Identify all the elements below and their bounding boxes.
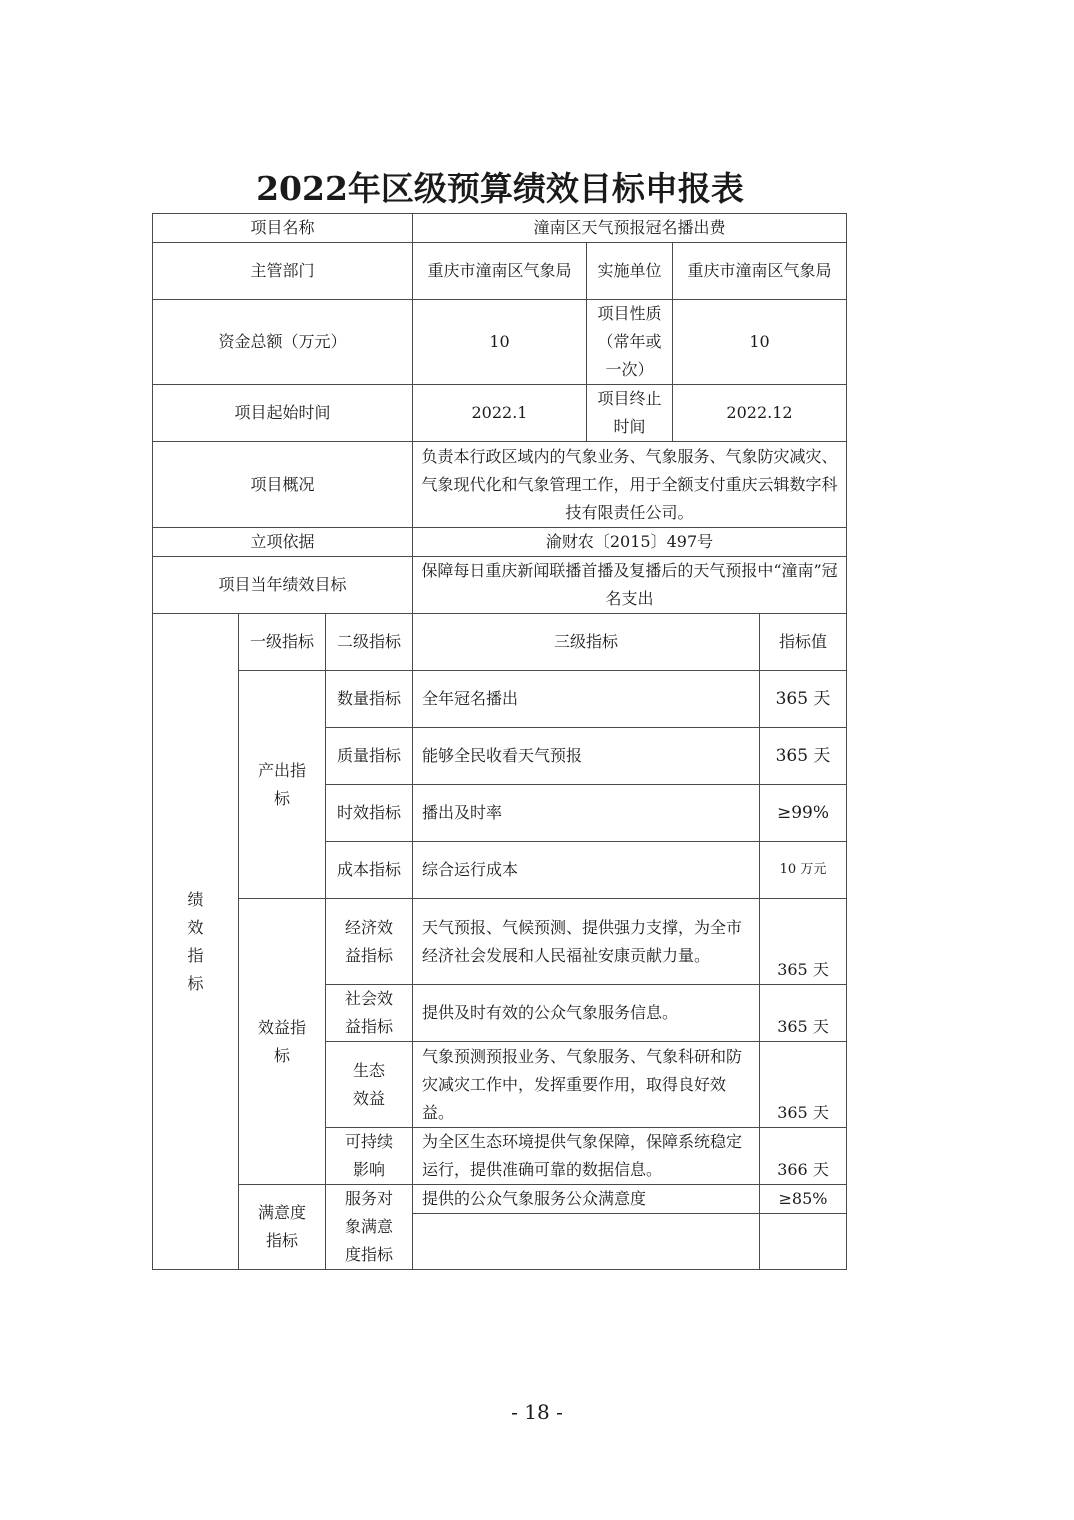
- label-department: 主管部门: [153, 243, 413, 300]
- level2-cell: 服务对象满意度指标: [326, 1185, 413, 1270]
- label-end-time: 项目终止时间: [587, 385, 673, 442]
- level2-cell: 经济效益指标: [326, 899, 413, 985]
- label-total-funds: 资金总额（万元）: [153, 300, 413, 385]
- label-basis: 立项依据: [153, 528, 413, 557]
- group-satisfaction: 满意度指标: [239, 1185, 326, 1270]
- level3-cell: 为全区生态环境提供气象保障，保障系统稳定运行，提供准确可靠的数据信息。: [413, 1128, 760, 1185]
- page-title: 2022年区级预算绩效目标申报表: [256, 169, 744, 208]
- level3-cell: 气象预测预报业务、气象服务、气象科研和防灾减灾工作中，发挥重要作用，取得良好效益。: [413, 1042, 760, 1128]
- level2-cell: 时效指标: [326, 785, 413, 842]
- row-funds: [153, 300, 847, 385]
- value-start-time: 2022.1: [413, 385, 587, 442]
- value-project-name: 潼南区天气预报冠名播出费: [413, 214, 847, 243]
- value-basis: 渝财农〔2015〕497号: [413, 528, 847, 557]
- group-output: 产出指标: [239, 671, 326, 899]
- value-department: 重庆市潼南区气象局: [413, 243, 587, 300]
- value-cell: 365 天: [760, 671, 847, 728]
- value-total-funds: 10: [413, 300, 587, 385]
- label-annual-goal: 项目当年绩效目标: [153, 557, 413, 614]
- label-start-time: 项目起始时间: [153, 385, 413, 442]
- header-level2: 二级指标: [326, 614, 413, 671]
- value-cell: 365 天: [760, 985, 847, 1042]
- table-row: [153, 1185, 847, 1214]
- row-project-name: [153, 214, 847, 243]
- level2-cell: 成本指标: [326, 842, 413, 899]
- value-cell: 365 天: [760, 1042, 847, 1128]
- header-indicator-value: 指标值: [760, 614, 847, 671]
- value-project-nature: 10: [673, 300, 847, 385]
- value-cell: 366 天: [760, 1128, 847, 1185]
- level3-cell: 提供及时有效的公众气象服务信息。: [413, 985, 760, 1042]
- value-cell: ≥99%: [760, 785, 847, 842]
- level3-cell: 综合运行成本: [413, 842, 760, 899]
- value-overview: 负责本行政区域内的气象业务、气象服务、气象防灾减灾、气象现代化和气象管理工作，用于全额支付重庆云辑数字科技有限责任公司。: [413, 442, 847, 528]
- value-impl-unit: 重庆市潼南区气象局: [673, 243, 847, 300]
- header-level3: 三级指标: [413, 614, 760, 671]
- level3-cell-empty: [413, 1214, 760, 1270]
- level3-cell: 全年冠名播出: [413, 671, 760, 728]
- row-overview: [153, 442, 847, 528]
- row-department: [153, 243, 847, 300]
- value-cell: ≥85%: [760, 1185, 847, 1214]
- level2-cell: 社会效益指标: [326, 985, 413, 1042]
- level3-cell: 天气预报、气候预测、提供强力支撑，为全市经济社会发展和人民福祉安康贡献力量。: [413, 899, 760, 985]
- budget-form-table: [152, 213, 847, 1270]
- row-basis: [153, 528, 847, 557]
- level3-cell: 提供的公众气象服务公众满意度: [413, 1185, 760, 1214]
- table-row: [153, 899, 847, 985]
- level2-cell: 生态效益: [326, 1042, 413, 1128]
- level2-cell: 可持续影响: [326, 1128, 413, 1185]
- value-cell: 365 天: [760, 899, 847, 985]
- level3-cell: 能够全民收看天气预报: [413, 728, 760, 785]
- level2-cell: 质量指标: [326, 728, 413, 785]
- label-perf-indicators: 绩效指标: [153, 614, 239, 1270]
- label-project-name: 项目名称: [153, 214, 413, 243]
- label-impl-unit: 实施单位: [587, 243, 673, 300]
- value-cell: 365 天: [760, 728, 847, 785]
- page-number: - 18 -: [511, 1400, 563, 1424]
- value-end-time: 2022.12: [673, 385, 847, 442]
- level3-cell: 播出及时率: [413, 785, 760, 842]
- level2-cell: 数量指标: [326, 671, 413, 728]
- value-cell: 10 万元: [760, 842, 847, 899]
- group-benefit: 效益指标: [239, 899, 326, 1185]
- value-annual-goal: 保障每日重庆新闻联播首播及复播后的天气预报中“潼南”冠名支出: [413, 557, 847, 614]
- table-row: [153, 671, 847, 728]
- row-indicator-header: [153, 614, 847, 671]
- value-cell-empty: [760, 1214, 847, 1270]
- label-project-nature: 项目性质（常年或一次）: [587, 300, 673, 385]
- row-annual-goal: [153, 557, 847, 614]
- row-time: [153, 385, 847, 442]
- label-overview: 项目概况: [153, 442, 413, 528]
- header-level1: 一级指标: [239, 614, 326, 671]
